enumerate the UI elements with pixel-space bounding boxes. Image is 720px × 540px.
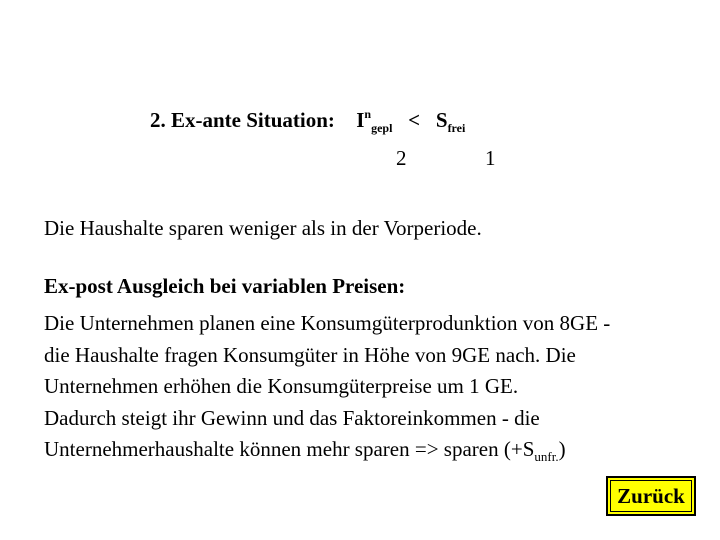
- saving-subscript: frei: [447, 121, 466, 135]
- back-button-label: Zurück: [617, 483, 685, 508]
- investment-period: 2: [396, 146, 407, 170]
- explanation-paragraph: [44, 308, 610, 468]
- unfr-subscript: unfr.: [534, 449, 559, 464]
- section-title: Ex-post Ausgleich bei variablen Preisen:: [44, 274, 406, 298]
- saving-symbol: S: [435, 108, 448, 132]
- investment-superscript: n: [364, 107, 372, 121]
- paragraph-line: Unternehmen erhöhen die Konsumgüterpreise um 1 GE.: [44, 374, 519, 398]
- slide-heading: [150, 108, 465, 133]
- closing-paren: ): [558, 437, 566, 461]
- paragraph-line: die Haushalte fragen Konsumgüter in Höhe von 9GE nach. Die: [44, 342, 576, 367]
- paragraph-line-last: [44, 434, 610, 468]
- less-than-operator: <: [408, 108, 421, 132]
- paragraph-line-text: Unternehmerhaushalte können mehr sparen => sparen (+S: [44, 437, 535, 461]
- paragraph-line: Dadurch steigt ihr Gewinn und das Faktoreinkommen - die: [44, 405, 540, 430]
- saving-period: 1: [485, 146, 496, 170]
- back-button[interactable]: [606, 476, 696, 516]
- paragraph-line: Die Unternehmen planen eine Konsumgüterprodunktion von 8GE -: [44, 311, 611, 335]
- heading-prefix: 2. Ex-ante Situation:: [150, 108, 335, 132]
- investment-subscript: gepl: [371, 121, 393, 135]
- summary-sentence: Die Haushalte sparen weniger als in der Vorperiode.: [44, 216, 482, 240]
- investment-symbol: I: [356, 108, 365, 132]
